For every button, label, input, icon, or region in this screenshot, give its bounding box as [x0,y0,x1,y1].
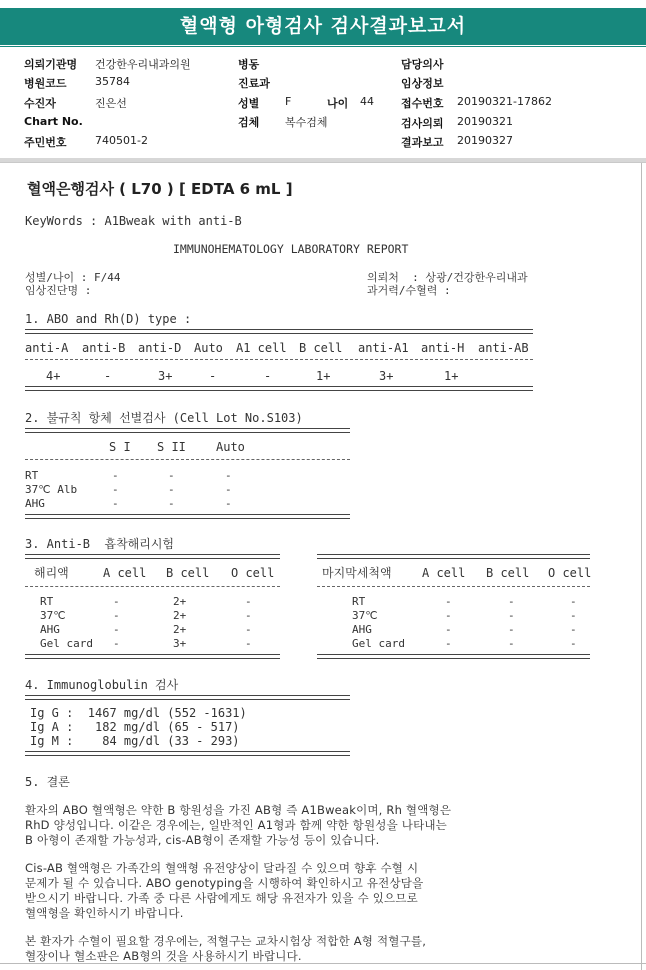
elution-cell: 2+ [173,595,187,608]
abo-col-anti-ab: anti-AB [478,341,529,355]
age-label: 나이 [327,97,349,110]
elution-row-label: AHG [40,623,60,636]
elution-cell: - [113,609,120,622]
elution-row-label: RT [352,595,366,608]
irregular-col-auto: Auto [216,440,245,454]
irregular-cell: - [225,483,232,496]
irregular-mid-rule [25,459,350,460]
elution-cell: - [445,595,452,608]
elution-cell: - [570,609,577,622]
abo-bottom-rule [25,386,533,391]
ward-label: 병동 [238,58,260,71]
abo-val-anti-b: - [104,369,112,383]
report-date-value: 20190327 [457,134,513,147]
elution-cell: 3+ [173,637,187,650]
elution-cell: - [508,595,515,608]
conclusion-line: RhD 양성입니다. 이같은 경우에는, 일반적인 A1형과 함께 약한 항원성을 나타내는 [25,818,447,832]
elution-heading: 3. Anti-B 흡착해리시험 [25,537,175,551]
conclusion-line: 받으시기 바랍니다. 가족 중 다른 사람에게도 해당 유전자가 있을 수 있으므로 [25,891,418,905]
elution-row-label: 37℃ [40,609,66,622]
irregular-cell: - [112,469,119,482]
irregular-row-label: 37℃ Alb [25,483,78,496]
doctor-label: 담당의사 [401,58,444,71]
sex-age: 성별/나이 : F/44 [25,271,121,284]
elution-cell: - [245,609,252,622]
igg-row: Ig G : 1467 mg/dl (552 -1631) [30,706,247,720]
conclusion-line: 본 환자가 수혈이 필요할 경우에는, 적혈구는 교차시험상 적합한 A형 적혈구를, [25,934,427,948]
elution-cell: - [445,623,452,636]
abo-heading: 1. ABO and Rh(D) type : [25,312,192,326]
clinical-diagnosis: 임상진단명 : [25,284,92,297]
elution-cell: - [508,623,515,636]
elution-right-bottom-rule [317,654,590,659]
abo-col-anti-h: anti-H [421,341,465,355]
section-title: 혈액은행검사 ( L70 ) [ EDTA 6 mL ] [27,180,293,198]
elution-right-top-rule [317,554,590,559]
elution-row-label: Gel card [352,637,405,650]
igm-row: Ig M : 84 mg/dl (33 - 293) [30,734,240,748]
receipt-no-value: 20190321-17862 [457,95,552,108]
immunoglobulin-heading: 4. Immunoglobulin 검사 [25,678,179,692]
irregular-cell: - [168,497,175,510]
transfusion-history: 과거력/수혈력 : [367,284,451,297]
irregular-cell: - [225,497,232,510]
request-date-value: 20190321 [457,115,513,128]
hospital-code-value: 35784 [95,75,130,88]
abo-col-anti-a1: anti-A1 [358,341,409,355]
conclusion-line: 환자의 ABO 혈액형은 약한 B 항원성을 가진 AB형 즉 A1Bweak이며, Rh 혈액형은 [25,803,452,817]
conclusion-line: B 아형이 존재할 가능성과, cis-AB형이 존재할 가능성 등이 있습니다. [25,833,380,847]
elution-cell: - [113,637,120,650]
abo-val-b-cell: 1+ [316,369,331,383]
abo-val-anti-h: 1+ [444,369,459,383]
abo-val-anti-a: 4+ [46,369,61,383]
specimen-value: 복수검체 [285,116,328,129]
request-date-label: 검사의뢰 [401,117,444,130]
irregular-row-label: AHG [25,497,45,510]
elution-left-col-eluate: 해리액 [34,566,69,580]
elution-cell: - [570,595,577,608]
irregular-bottom-rule [25,514,350,519]
keywords: KeyWords : A1Bweak with anti-B [25,214,242,228]
elution-cell: - [113,595,120,608]
elution-cell: - [445,637,452,650]
resident-no-value: 740501-2 [95,134,148,147]
irregular-cell: - [112,483,119,496]
chart-no-label: Chart No. [24,115,83,128]
elution-left-mid-rule [25,586,280,587]
elution-left-top-rule [25,554,280,559]
receipt-no-label: 접수번호 [401,97,444,110]
patient-label: 수진자 [24,97,56,110]
abo-col-b-cell: B cell [299,341,343,355]
report-title: 혈액형 아형검사 검사결과보고서 [0,8,646,45]
irregular-top-rule [25,428,350,433]
abo-col-auto: Auto [194,341,223,355]
irregular-cell: - [168,469,175,482]
report-header [0,52,646,152]
immunoglobulin-bottom-rule [25,751,350,756]
elution-left-col-o: O cell [231,566,275,580]
elution-cell: - [570,637,577,650]
elution-cell: - [445,609,452,622]
sex-value: F [285,95,292,108]
elution-row-label: RT [40,595,54,608]
specimen-label: 검체 [238,116,260,129]
abo-val-auto: - [209,369,217,383]
hospital-label: 의뢰기관명 [24,58,78,71]
elution-cell: - [113,623,120,636]
elution-row-label: AHG [352,623,372,636]
patient-value: 진은선 [95,97,127,110]
referrer: 의뢰처 : 상광/건강한우리내과 [367,271,528,284]
age-value: 44 [360,95,374,108]
elution-row-label: Gel card [40,637,93,650]
elution-right-col-b: B cell [486,566,530,580]
conclusion-line: 혈장이나 혈소판은 AB형의 것을 사용하시기 바랍니다. [25,949,302,963]
elution-right-col-wash: 마지막세척액 [322,566,392,580]
irregular-col-s2: S II [157,440,186,454]
conclusion-line: Cis-AB 혈액형은 가족간의 혈액형 유전양상이 달라질 수 있으며 향후 수혈 시 [25,861,419,875]
abo-val-anti-a1: 3+ [379,369,394,383]
elution-cell: - [245,623,252,636]
elution-row-label: 37℃ [352,609,378,622]
page-right-border [641,163,642,970]
conclusion-line: 문제가 될 수 있습니다. ABO genotyping을 시행하여 확인하시고 유전상담을 [25,876,424,890]
conclusion-heading: 5. 결론 [25,775,70,789]
abo-top-rule [25,329,533,334]
abo-mid-rule [25,359,533,360]
lab-report-title: IMMUNOHEMATOLOGY LABORATORY REPORT [173,242,409,256]
abo-col-anti-b: anti-B [82,341,126,355]
sex-label: 성별 [238,97,260,110]
hospital-value: 건강한우리내과의원 [95,58,191,71]
elution-cell: - [245,637,252,650]
irregular-cell: - [112,497,119,510]
elution-cell: 2+ [173,623,187,636]
abo-col-anti-a: anti-A [25,341,69,355]
clinical-info-label: 임상정보 [401,77,444,90]
elution-cell: - [508,637,515,650]
elution-cell: - [570,623,577,636]
irregular-cell: - [168,483,175,496]
irregular-row-label: RT [25,469,39,482]
abo-col-anti-d: anti-D [138,341,182,355]
abo-val-anti-d: 3+ [158,369,173,383]
title-underline [0,46,646,47]
header-separator-line [0,162,646,163]
elution-left-col-b: B cell [166,566,210,580]
irregular-col-s1: S I [109,440,131,454]
irregular-cell: - [225,469,232,482]
elution-cell: - [245,595,252,608]
abo-col-a1-cell: A1 cell [236,341,287,355]
elution-right-mid-rule [317,586,590,587]
irregular-heading: 2. 불규칙 항체 선별검사 (Cell Lot No.S103) [25,411,303,425]
elution-cell: 2+ [173,609,187,622]
report-date-label: 결과보고 [401,136,444,149]
elution-left-col-a: A cell [103,566,147,580]
immunoglobulin-top-rule [25,695,350,700]
elution-right-col-a: A cell [422,566,466,580]
department-label: 진료과 [238,77,270,90]
conclusion-line: 혈액형을 확인하시기 바랍니다. [25,906,184,920]
elution-left-bottom-rule [25,654,280,659]
elution-right-col-o: O cell [548,566,592,580]
abo-val-a1-cell: - [264,369,272,383]
elution-cell: - [508,609,515,622]
iga-row: Ig A : 182 mg/dl (65 - 517) [30,720,240,734]
resident-no-label: 주민번호 [24,136,67,149]
hospital-code-label: 병원코드 [24,77,67,90]
